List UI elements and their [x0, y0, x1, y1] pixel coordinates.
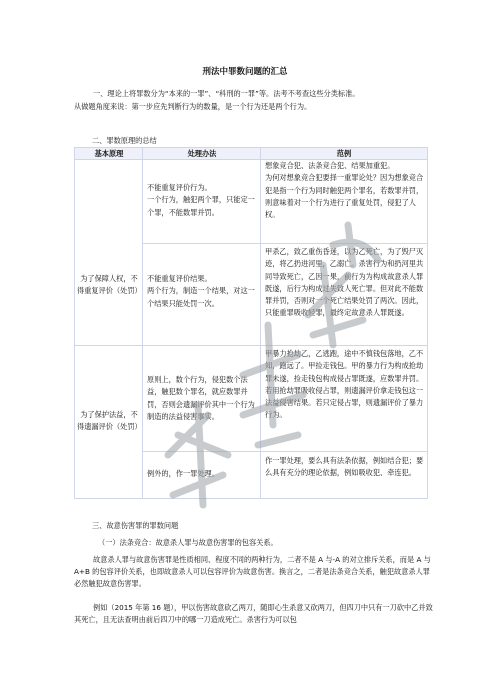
- principle-legal-interest: 为了保护法益，不得遗漏评价（处罚）: [77, 410, 142, 432]
- example-exception: 作一罪处理，要么具有法条依据，例如结合犯；要么具有充分的理论依据，例如吸收犯、牵连犯。: [265, 456, 424, 478]
- principle-human-rights: 为了保障人权，不得重复评价（处罚）: [77, 274, 142, 296]
- method-multiple-punishment: 原则上，数个行为，侵犯数个法益，触犯数个罪名，就应数罪并罚，否则会遗漏评价其中一个行为制造的法益侵害事实。: [147, 375, 255, 421]
- page-title: 刑法中罪数问题的汇总: [202, 67, 288, 77]
- method-exception: 例外的，作一罪处理。: [147, 469, 219, 478]
- table-header-principle: 基本原理: [75, 148, 143, 160]
- table-header-example: 范例: [261, 148, 427, 160]
- table-header-method: 处理办法: [143, 148, 261, 160]
- example-homicide-case: 甲杀乙，致乙重伤昏迷，以为乙死亡，为了毁尸灭迹，将乙扔进河里，乙溺亡。杀害行为和扔河里共同导致死亡，乙因一果，前行为为构成故意杀人罪既遂，后行为构成过失致人死亡罪。但对此不能数罪并罚，否则对一个死亡结果处罚了两次。因此，只能重罪吸收轻罪，最终定故意杀人罪既遂。: [265, 247, 424, 318]
- principles-table: [74, 147, 428, 499]
- table-row-divider: [143, 243, 427, 244]
- method-no-double-act: 不能重复评价行为。 一个行为，触犯两个罪，只能定一个罪，不能数罪并罚。: [147, 183, 255, 217]
- intro-paragraph-1: 一、理论上将罪数分为“本来的一罪”、“科刑的一罪”等。法考不考查这些分类标准。: [93, 89, 360, 98]
- body-paragraph-1: 故意杀人罪与故意伤害罪是性质相同、程度不同的两种行为，二者不是 A 与-A 的对立排斥关系，而是 A 与 A+B 的包容评价关系，也即故意杀人可以包容评价为故意伤害。换言之，二者是法条竞合关系，触犯故意杀人罪必然触犯故意伤害罪。: [74, 555, 431, 588]
- section-3-heading: 三、故意伤害罪的罪数问题: [92, 521, 179, 530]
- body-paragraph-2: 例如（2015 年第 16 题），甲以伤害故意砍乙两刀，随即心生杀意又砍两刀，但四刀中只有一刀砍中乙并致其死亡，且无法查明由前后四刀中的哪一刀造成死亡。杀害行为可以包: [74, 603, 433, 624]
- example-imaginative-concurrence: 想象竞合犯、法条竞合犯、结果加重犯。 为何对想象竞合犯要择一重罪论处？因为想象竞合犯是指一个行为同时触犯两个罪名，若数罪并罚，则意味着对一个行为进行了重复处罚，侵犯了人权。: [265, 161, 424, 220]
- table-row-divider: [75, 345, 427, 346]
- section-2-heading: 二、罪数原理的总结: [92, 136, 157, 145]
- method-no-double-result: 不能重复评价结果。 两个行为，制造一个结果，对这一个结果只能处罚一次。: [147, 274, 255, 308]
- table-row-divider: [143, 451, 427, 452]
- table-column-divider: [142, 148, 143, 498]
- intro-paragraph-2: 从做题角度来说：第一步应先判断行为的数量，是一个行为还是两个行为。: [74, 102, 312, 111]
- subsection-heading: （一）法条竞合：故意杀人罪与故意伤害罪的包容关系。: [98, 538, 278, 547]
- table-column-divider: [260, 148, 261, 498]
- example-robbery-case: 甲暴力抢劫乙，乙逃跑，途中不慎钱包落地，乙不知，跑远了。甲捡走钱包。甲的暴力行为构成抢劫罪未遂，捡走钱包构成侵占罪既遂，应数罪并罚。若用抢劫罪吸收侵占罪，则遗漏评价拿走钱包这一法益侵害结果。若只定侵占罪，则遗漏评价了暴力行为。: [265, 349, 424, 420]
